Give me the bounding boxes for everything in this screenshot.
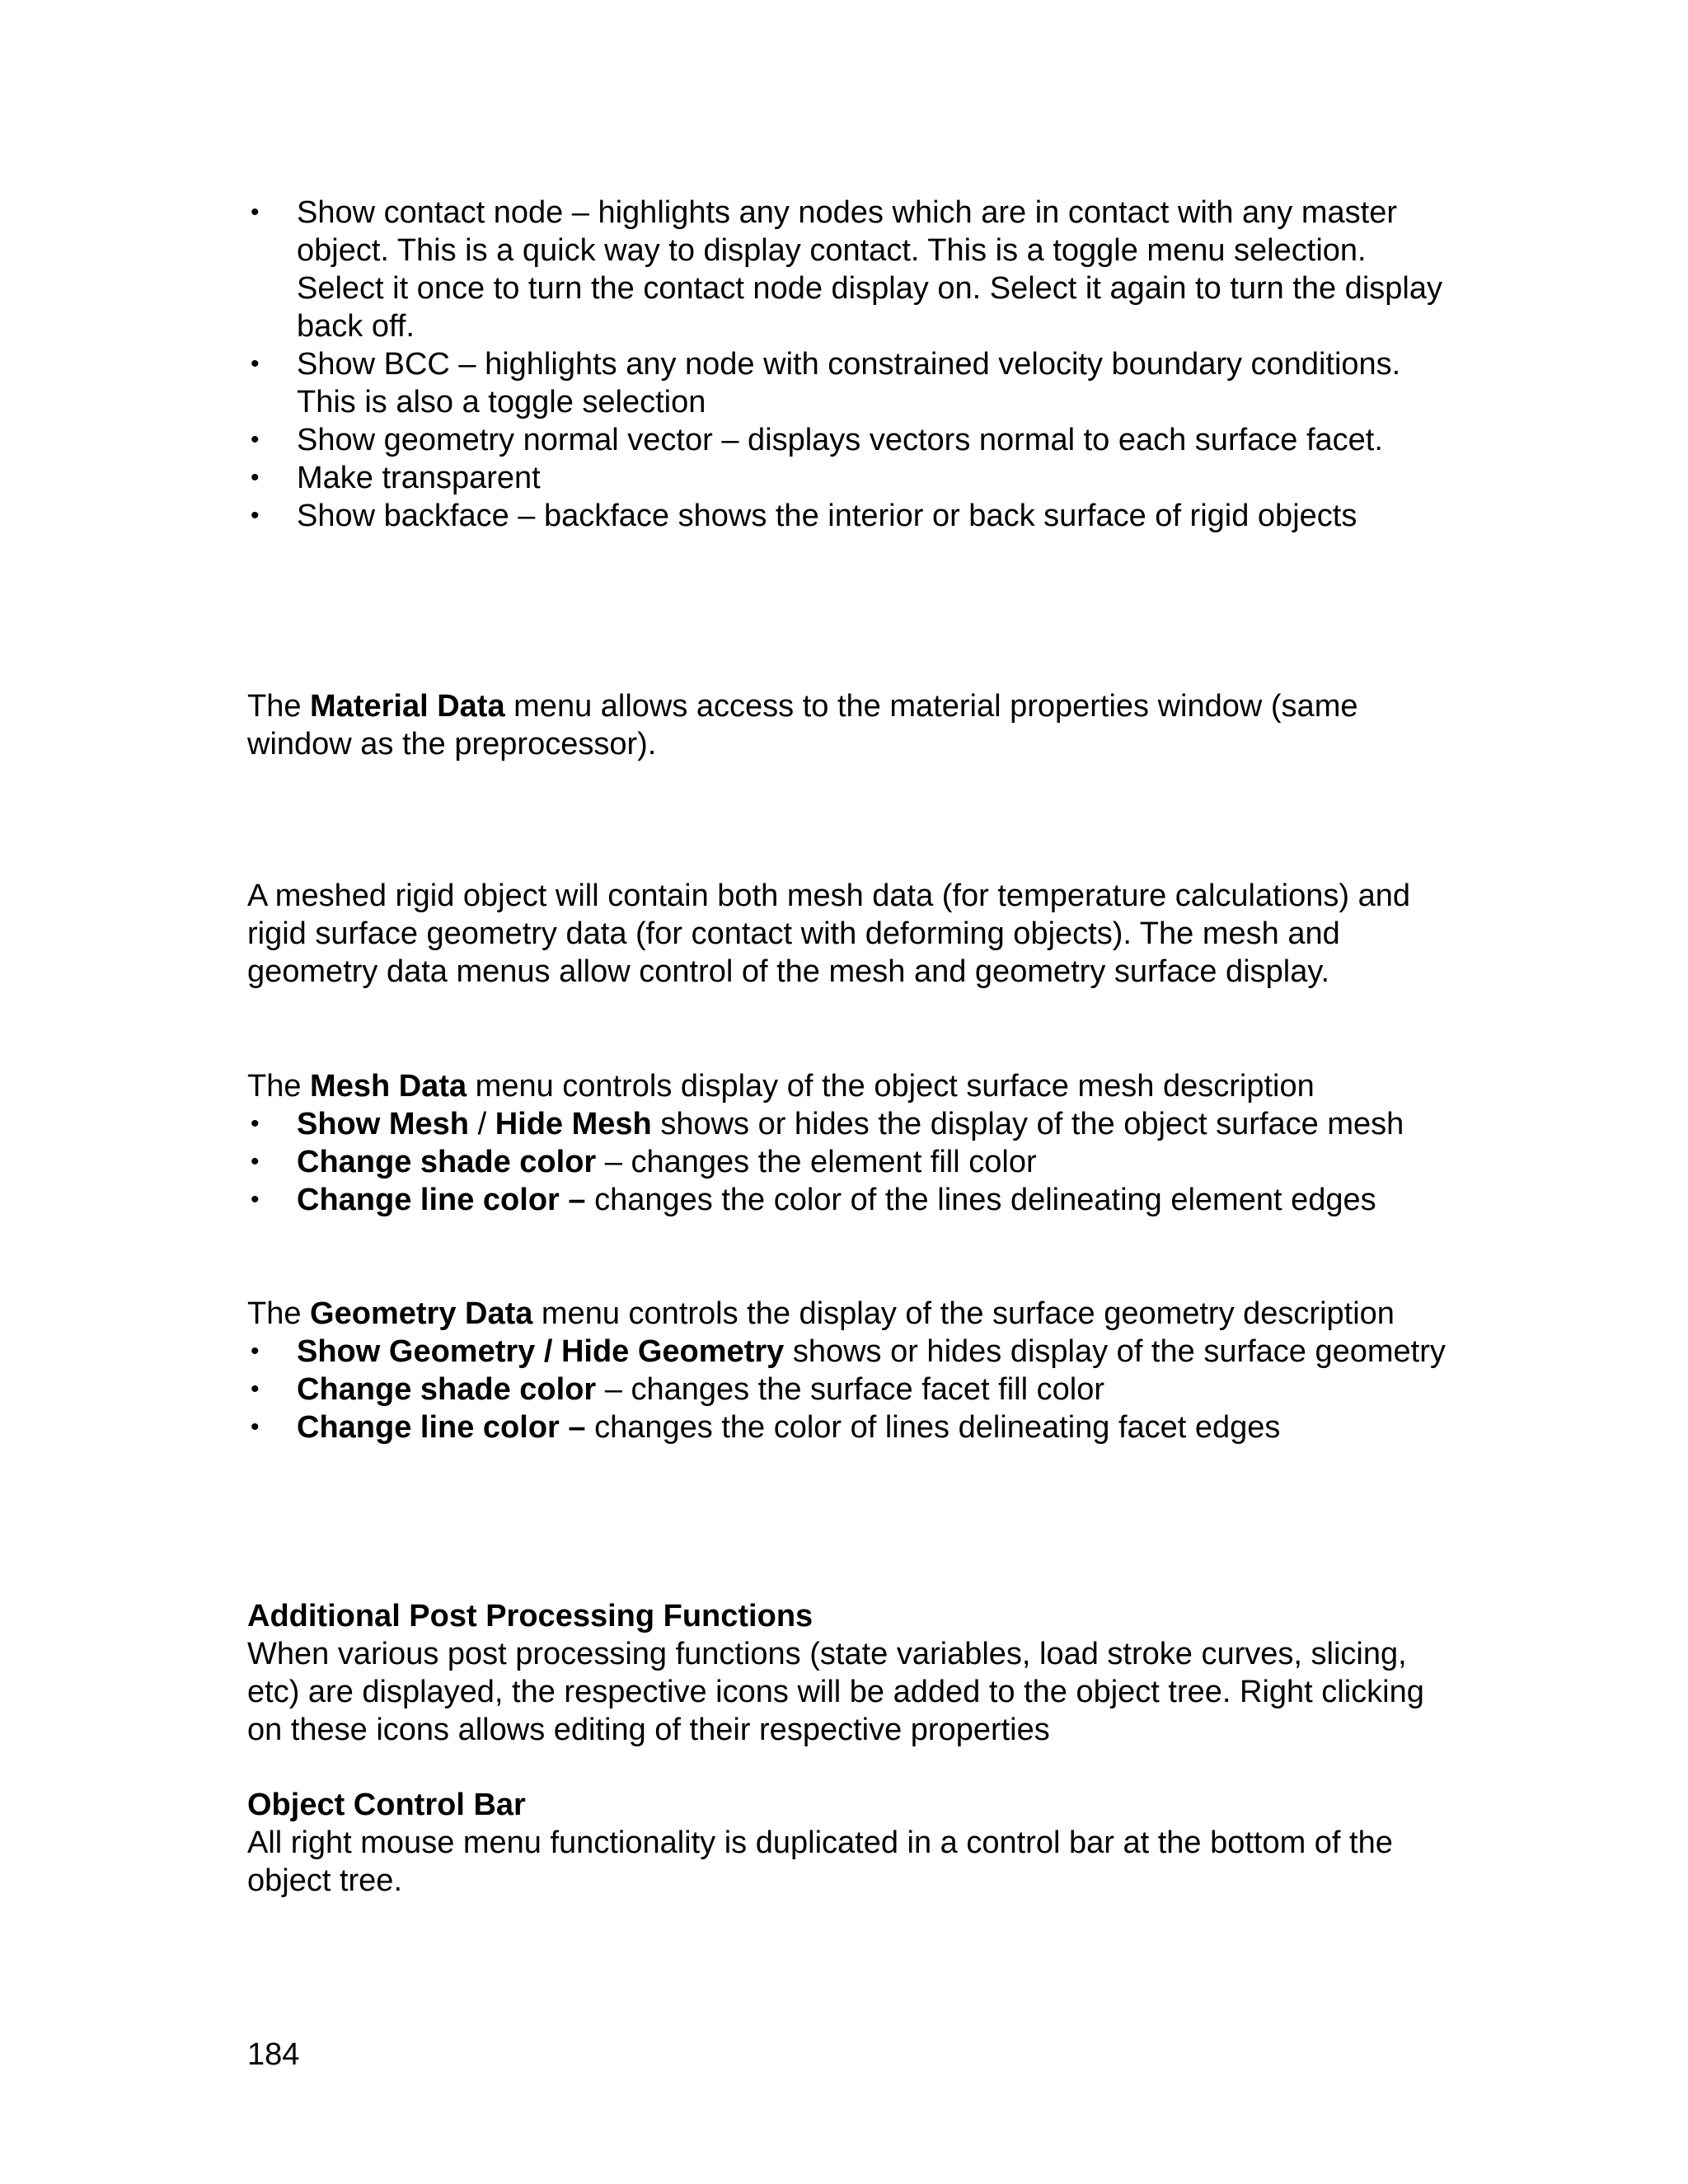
- geometry-data-list: [247, 1333, 1451, 1446]
- list-item: [247, 1371, 1451, 1408]
- bullet-icon: •: [251, 199, 260, 226]
- term: Show Geometry / Hide Geometry: [297, 1334, 785, 1369]
- meshed-rigid-paragraph: A meshed rigid object will contain both mesh data (for temperature calculations) and rigid surface geometry data (for contact with deforming objects). The mesh and geometry data menus allow control of the mesh and geometry surface display.: [247, 879, 1410, 989]
- list-item: [247, 194, 1451, 345]
- term: Hide Mesh: [495, 1107, 652, 1141]
- list-item: [247, 1408, 1451, 1446]
- bullet-icon: •: [251, 1413, 260, 1441]
- text: The: [247, 1069, 311, 1104]
- heading-text: Additional Post Processing Functions: [247, 1599, 814, 1633]
- text: The: [247, 1296, 311, 1331]
- term: Change line color –: [297, 1183, 586, 1217]
- bullet-icon: •: [251, 464, 260, 491]
- list-item: [247, 459, 1451, 497]
- list-item: [247, 1105, 1451, 1143]
- text: The: [247, 689, 311, 724]
- list-item-text: Show geometry normal vector – displays vectors normal to each surface facet.: [297, 423, 1383, 457]
- bullet-icon: •: [251, 350, 260, 377]
- term: Change shade color: [297, 1372, 597, 1407]
- list-item: [247, 421, 1451, 459]
- bullet-icon: •: [251, 502, 260, 529]
- list-item-text: Show contact node – highlights any nodes which are in contact with any master object. This is a quick way to display contact. This is a toggle menu selection. Select it once to turn the contact node display on. Select it again to turn the display back off.: [297, 195, 1442, 344]
- text: menu allows access to the material properties window (same window as the preprocessor).: [247, 689, 1358, 762]
- term: Show Mesh: [297, 1107, 470, 1141]
- text: menu controls the display of the surface geometry description: [532, 1296, 1395, 1331]
- object-control-bar-section: [247, 1786, 1451, 1900]
- bullet-icon: •: [251, 1338, 260, 1365]
- text: /: [469, 1107, 495, 1141]
- mesh-data-list: [247, 1105, 1451, 1219]
- display-options-list: [247, 194, 1451, 535]
- text: shows or hides display of the surface geometry: [784, 1334, 1446, 1369]
- text: shows or hides the display of the object surface mesh: [651, 1107, 1404, 1141]
- section-body: When various post processing functions (state variables, load stroke curves, slicing, etc) are displayed, the respective icons will be added to the object tree. Right clicking on these icons allows editing of their respective properties: [247, 1637, 1424, 1747]
- material-data-term: Material Data: [310, 689, 505, 724]
- heading-text: Object Control Bar: [247, 1788, 526, 1822]
- list-item-text: Show backface – backface shows the interior or back surface of rigid objects: [297, 499, 1357, 533]
- list-item: [247, 497, 1451, 535]
- bullet-icon: •: [251, 1376, 260, 1403]
- section-heading: [247, 1786, 1451, 1824]
- bullet-icon: •: [251, 426, 260, 453]
- list-item-text: Make transparent: [297, 461, 541, 495]
- term: Change line color –: [297, 1410, 586, 1445]
- text: – changes the surface facet fill color: [596, 1372, 1104, 1407]
- page-number: 184: [247, 2037, 300, 2072]
- mesh-data-term: Mesh Data: [310, 1069, 467, 1104]
- bullet-icon: •: [251, 1148, 260, 1175]
- geometry-data-section: [247, 1295, 1451, 1446]
- mesh-data-section: [247, 1067, 1451, 1219]
- additional-functions-section: [247, 1597, 1451, 1749]
- text: menu controls display of the object surface mesh description: [467, 1069, 1315, 1104]
- geometry-data-term: Geometry Data: [310, 1296, 533, 1331]
- list-item-text: Show BCC – highlights any node with constrained velocity boundary conditions. This is also a toggle selection: [297, 347, 1401, 419]
- mesh-data-intro: [247, 1067, 1451, 1105]
- text: – changes the element fill color: [596, 1145, 1037, 1179]
- section-body: All right mouse menu functionality is duplicated in a control bar at the bottom of the object tree.: [247, 1825, 1393, 1898]
- geometry-data-intro: [247, 1295, 1451, 1333]
- list-item: [247, 1181, 1451, 1219]
- text: changes the color of the lines delineating element edges: [585, 1183, 1376, 1217]
- list-item: [247, 1333, 1451, 1371]
- term: Change shade color: [297, 1145, 597, 1179]
- material-data-paragraph: [247, 687, 1451, 763]
- section-heading: [247, 1597, 1451, 1635]
- bullet-icon: •: [251, 1186, 260, 1213]
- bullet-icon: •: [251, 1110, 260, 1137]
- list-item: [247, 1143, 1451, 1181]
- list-item: [247, 345, 1451, 421]
- text: changes the color of lines delineating facet edges: [585, 1410, 1281, 1445]
